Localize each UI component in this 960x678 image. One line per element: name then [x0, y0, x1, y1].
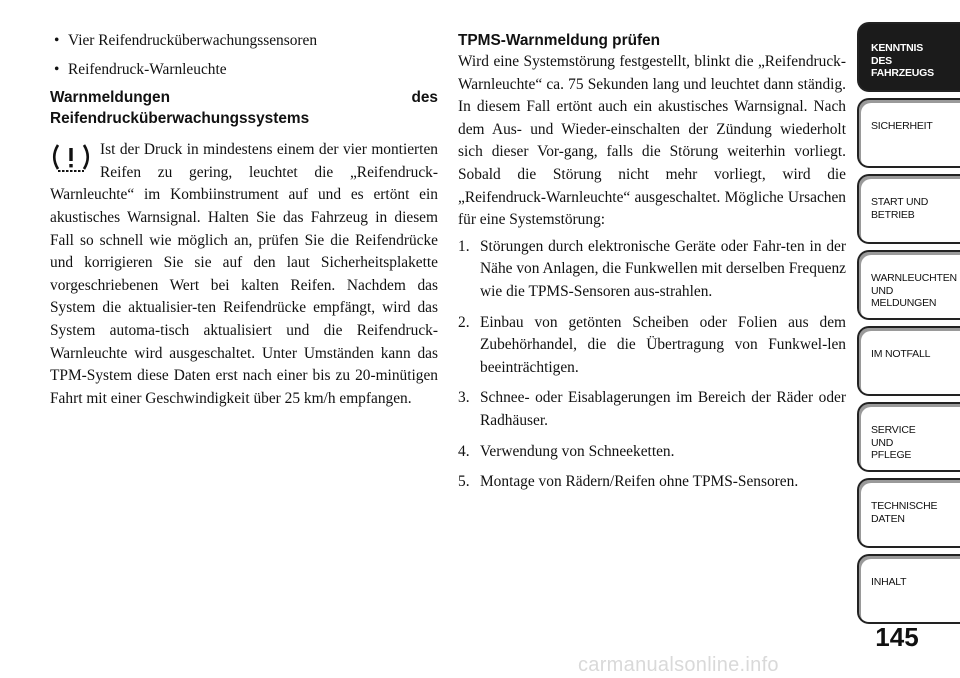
tab-label: TECHNISCHE DATEN: [871, 500, 938, 525]
list-number: 1.: [458, 237, 470, 255]
list-text: Schnee- oder Eisablagerungen im Bereich der Räder oder Radhäuser.: [480, 389, 846, 429]
list-text: Einbau von getönten Scheiben oder Folien aus dem Zubehörhandel, die die Übertragung von Funkwel-len beeinträchtigen.: [480, 313, 846, 376]
tab-inhalt[interactable]: [857, 554, 960, 624]
list-number: 2.: [458, 313, 470, 331]
tab-technische-daten[interactable]: [857, 478, 960, 548]
tire-pressure-warning-icon: [52, 141, 90, 175]
bullet-item: • Reifendruck-Warnleuchte: [50, 59, 438, 82]
tab-start-und-betrieb[interactable]: [857, 174, 960, 244]
causes-list: [458, 236, 846, 494]
left-column: [50, 30, 438, 410]
page-number: 145: [875, 622, 919, 652]
warning-paragraph: Ist der Druck in mindestens einem der vier montierten Reifen zu gering, leuchtet die „Reifendruck-Warnleuchte“ im Kombiinstrument auf und es ertönt ein akustisches Warnsignal. Halten Sie das Fahrzeug in diesem Fall so schnell wie möglich an, prüfen Sie die Reifendrücke und korrigieren Sie sie auf den laut Sicherheitsplakette vorgeschriebenen Wert bei kalten Reifen. Nachdem das System die aktualisier-ten Reifendrücke empfängt, wird das System automa-tisch aktualisiert und die Reifendruck-Warnleuchte wird ausgeschaltet. Unter Umständen kann das TPM-System diese Daten erst nach einer bis zu 20-minütigen Fahrt mit einer Geschwindigkeit über 25 km/h empfangen.: [50, 141, 438, 407]
tab-label: START UND BETRIEB: [871, 196, 929, 221]
tab-warnleuchten-und-meldungen[interactable]: [857, 250, 960, 320]
bullet-item: • Vier Reifendrucküberwachungssensoren: [50, 30, 438, 53]
tab-label: KENNTNIS DES FAHRZEUGS: [871, 42, 934, 79]
tab-label: SERVICE UND PFLEGE: [871, 424, 916, 461]
list-text: Störungen durch elektronische Geräte oder Fahr-ten in der Nähe von Anlagen, die Funkwellen mit derselben Frequenz wie die TPMS-Sensoren aus-strahlen.: [480, 237, 846, 300]
warning-paragraph-block: [50, 139, 438, 410]
list-number: 5.: [458, 473, 470, 491]
tab-label: SICHERHEIT: [871, 120, 933, 132]
tab-service-und-pflege[interactable]: [857, 402, 960, 472]
tab-im-notfall[interactable]: [857, 326, 960, 396]
list-item: [458, 387, 846, 432]
list-item: [458, 312, 846, 380]
list-item: [458, 441, 846, 464]
footer-watermark: carmanualsonline.info: [578, 654, 779, 676]
section-heading-tpms-check: TPMS-Warnmeldung prüfen: [458, 32, 661, 49]
section-heading-warnings: Warnmeldungen des Reifendrucküberwachungssystems: [50, 89, 438, 128]
list-text: Verwendung von Schneeketten.: [480, 442, 675, 460]
tab-label: WARNLEUCHTEN UND MELDUNGEN: [871, 272, 957, 309]
list-text: Montage von Rädern/Reifen ohne TPMS-Sensoren.: [480, 473, 799, 491]
right-column: [458, 30, 846, 494]
list-number: 4.: [458, 442, 470, 460]
list-item: [458, 471, 846, 494]
intro-paragraph: Wird eine Systemstörung festgestellt, blinkt die „Reifendruck-Warnleuchte“ ca. 75 Sekunden lang und leuchtet dann ständig. In diesem Fall ertönt auch ein akustisches Warnsignal. Nach dem Aus- und Wieder-einschalten der Zündung wiederholt sich dieser Vor-gang, falls die Störung weiterhin vorliegt. Sobald die Störung nicht mehr vorliegt, wird die „Reifendruck-Warnleuchte“ ausgeschaltet. Mögliche Ursachen für eine Systemstörung:: [458, 53, 846, 229]
tab-label: INHALT: [871, 576, 907, 588]
tab-label: IM NOTFALL: [871, 348, 931, 360]
chapter-tabs: [857, 22, 960, 630]
tab-sicherheit[interactable]: [857, 98, 960, 168]
tab-kenntnis-des-fahrzeugs[interactable]: [857, 22, 960, 92]
list-item: [458, 236, 846, 304]
list-number: 3.: [458, 389, 470, 407]
